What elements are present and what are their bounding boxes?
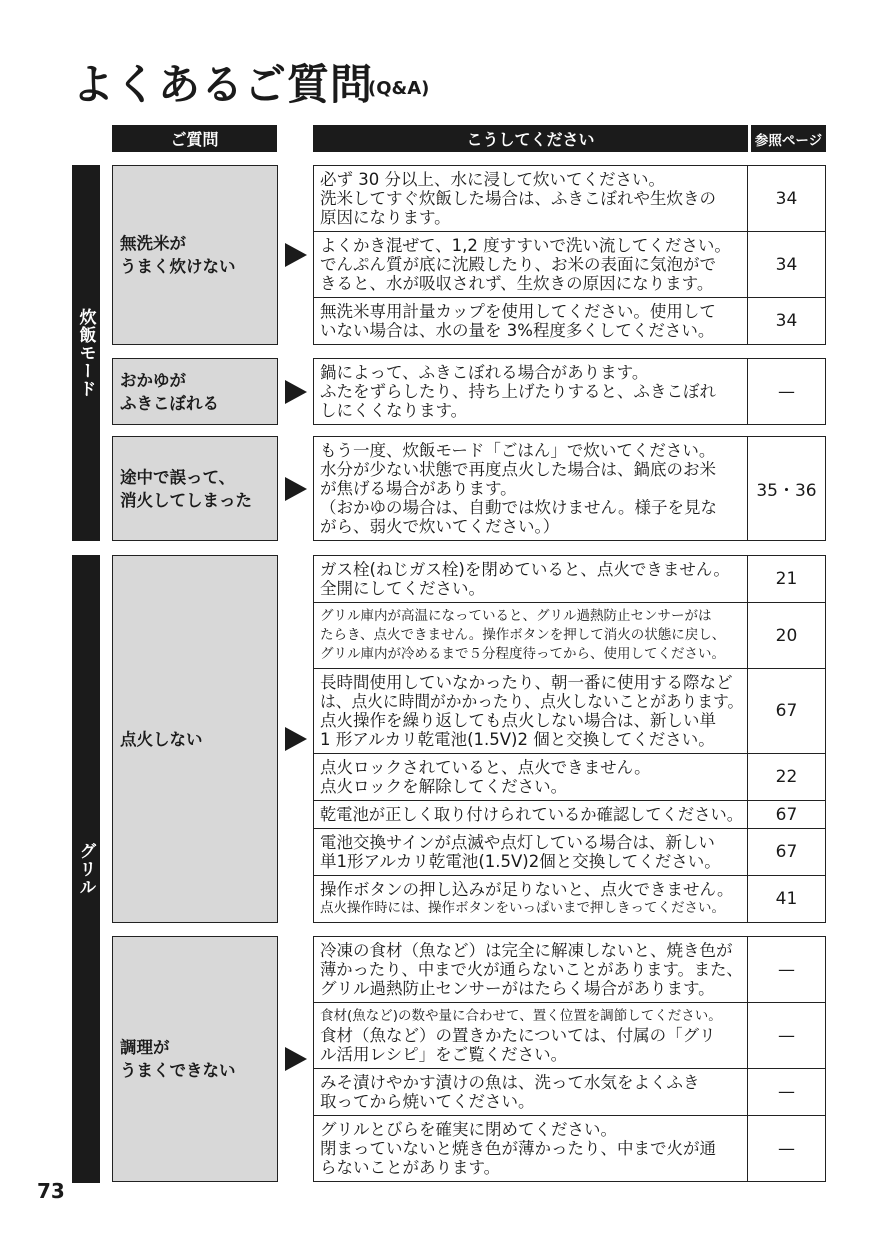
answer-line: きると、水が吸収されず、生炊きの原因になります。 — [320, 274, 714, 293]
answer-table — [313, 555, 826, 923]
reference-page: 67 — [775, 701, 798, 721]
answer-row — [314, 556, 825, 602]
category-bar-rice — [72, 165, 100, 541]
question-line: 無洗米が — [120, 234, 186, 253]
answer-text — [314, 829, 748, 875]
answer-row — [314, 359, 825, 424]
answer-row — [314, 668, 825, 753]
answer-text — [314, 556, 748, 602]
answer-line: 食材(魚など)の数や量に合わせて、置く位置を調節してください。 — [320, 1008, 722, 1024]
question-box — [112, 436, 278, 541]
answer-line: 点火操作を繰り返しても点火しない場合は、新しい単 — [320, 711, 716, 730]
answer-line: 取ってから焼いてください。 — [320, 1092, 535, 1111]
answer-text — [314, 754, 748, 800]
header-reference: 参照ページ — [751, 125, 826, 152]
header-question: ご質問 — [112, 125, 277, 152]
answer-line: 点火ロックされていると、点火できません。 — [320, 758, 651, 777]
answer-row — [314, 297, 825, 344]
category-bar-grill — [72, 555, 100, 1183]
reference-page: 41 — [775, 889, 798, 909]
answer-table — [313, 165, 826, 345]
answer-line: たらき、点火できません。操作ボタンを押して消火の状態に戻し、 — [320, 627, 726, 643]
page-title-suffix: (Q&A) — [368, 78, 430, 99]
question-box — [112, 358, 278, 425]
qa-group — [112, 358, 826, 425]
answer-line: ル活用レシピ」をご覧ください。 — [320, 1045, 568, 1064]
category-label: 炊飯モード — [75, 308, 96, 398]
answer-line: いない場合は、水の量を 3%程度多くしてください。 — [320, 321, 715, 340]
answer-row — [314, 1115, 825, 1181]
reference-page: — — [778, 1025, 795, 1046]
answer-line: 単1形アルカリ乾電池(1.5V)2個と交換してください。 — [320, 852, 721, 871]
answer-line: （おかゆの場合は、自動では炊けません。様子を見な — [320, 498, 717, 517]
question-line: うまくできない — [120, 1061, 236, 1080]
qa-group — [112, 436, 826, 541]
answer-line: 点火ロックを解除してください。 — [320, 777, 568, 796]
answer-line: グリル庫内が冷めるまで５分程度待ってから、使用してください。 — [320, 646, 725, 662]
question-line: おかゆが — [120, 370, 186, 390]
question-line: 点火しない — [120, 729, 203, 749]
answer-line: 操作ボタンの押し込みが足りないと、点火できません。 — [320, 880, 734, 899]
answer-row — [314, 231, 825, 297]
answer-row — [314, 437, 825, 540]
answer-row — [314, 875, 825, 922]
triangle-right-icon — [278, 358, 313, 425]
answer-text — [314, 298, 748, 344]
reference-page: 34 — [775, 254, 798, 275]
answer-line: しにくくなります。 — [320, 401, 468, 420]
triangle-right-icon — [278, 936, 313, 1182]
reference-page: — — [778, 1082, 795, 1102]
answer-row — [314, 1068, 825, 1115]
reference-page: — — [778, 959, 795, 980]
answer-line: ふたをずらしたり、持ち上げたりすると、ふきこぼれ — [320, 382, 716, 401]
reference-page: 67 — [775, 804, 798, 825]
answer-text — [314, 166, 748, 231]
answer-line: が焦げる場合があります。 — [320, 479, 517, 498]
answer-row — [314, 800, 825, 828]
answer-line: グリル庫内が高温になっていると、グリル過熱防止センサーがは — [320, 608, 712, 624]
question-line: ふきこぼれる — [120, 393, 219, 413]
qa-group — [112, 936, 826, 1182]
reference-page: 34 — [775, 311, 798, 331]
reference-page: 20 — [775, 625, 798, 646]
answer-line: 閉まっていないと焼き色が薄かったり、中まで火が通 — [320, 1139, 716, 1158]
triangle-right-icon — [278, 165, 313, 345]
answer-line: 食材（魚など）の置きかたについては、付属の「グリ — [320, 1026, 716, 1045]
answer-line: 鍋によって、ふきこぼれる場合があります。 — [320, 363, 649, 382]
reference-page: — — [778, 1138, 795, 1159]
triangle-right-icon — [278, 436, 313, 541]
answer-line: は、点火に時間がかかったり、点火しないことがあります。 — [320, 692, 744, 711]
answer-line: 点火操作時には、操作ボタンをいっぱいまで押しきってください。 — [320, 900, 725, 916]
answer-text — [314, 876, 748, 922]
answer-table — [313, 436, 826, 541]
answer-row — [314, 602, 825, 668]
answer-line: 無洗米専用計量カップを使用してください。使用して — [320, 302, 716, 321]
answer-line: 必ず 30 分以上、水に浸して炊いてください。 — [320, 170, 665, 189]
page-number: 73 — [37, 1179, 65, 1203]
answer-text — [314, 669, 748, 753]
answer-line: 電池交換サインが点滅や点灯している場合は、新しい — [320, 833, 715, 852]
answer-line: みそ漬けやかす漬けの魚は、洗って水気をよくふき — [320, 1073, 700, 1092]
reference-page: 22 — [775, 767, 798, 787]
question-box — [112, 936, 278, 1182]
answer-text — [314, 359, 748, 424]
answer-line: 冷凍の食材（魚など）は完全に解凍しないと、焼き色が — [320, 941, 733, 960]
qa-group — [112, 165, 826, 345]
answer-text — [314, 1003, 748, 1068]
reference-page: 35・36 — [756, 481, 817, 501]
answer-line: グリルとびらを確実に閉めてください。 — [320, 1120, 617, 1139]
reference-page: 34 — [775, 188, 798, 209]
answer-row — [314, 828, 825, 875]
answer-text — [314, 937, 748, 1002]
answer-line: がら、弱火で炊いてください。） — [320, 517, 560, 536]
qa-group — [112, 555, 826, 923]
question-line: 途中で誤って、 — [120, 467, 236, 487]
answer-line: 1 形アルカリ乾電池(1.5V)2 個と交換してください。 — [320, 730, 715, 749]
answer-row — [314, 937, 825, 1002]
answer-row — [314, 166, 825, 231]
answer-line: ガス栓(ねじガス栓)を閉めていると、点火できません。 — [320, 560, 730, 579]
question-line: 消火してしまった — [120, 490, 252, 510]
answer-text — [314, 1069, 748, 1115]
answer-table — [313, 358, 826, 425]
answer-line: 全開にしてください。 — [320, 579, 485, 598]
answer-text — [314, 1116, 748, 1181]
answer-line: らないことがあります。 — [320, 1158, 501, 1177]
reference-page: 67 — [775, 842, 798, 862]
answer-line: でんぷん質が底に沈殿したり、お米の表面に気泡がで — [320, 255, 716, 274]
answer-text — [314, 437, 748, 540]
question-box — [112, 555, 278, 923]
answer-text — [314, 603, 748, 668]
reference-page: 21 — [775, 569, 798, 589]
answer-line: 原因になります。 — [320, 208, 451, 227]
answer-line: 水分が少ない状態で再度点火した場合は、鍋底のお米 — [320, 460, 716, 479]
answer-row — [314, 753, 825, 800]
answer-table — [313, 936, 826, 1182]
answer-text — [314, 232, 748, 297]
category-label: グリル — [75, 842, 96, 896]
answer-line: グリル過熱防止センサーがはたらく場合があります。 — [320, 979, 715, 998]
answer-line: 洗米してすぐ炊飯した場合は、ふきこぼれや生炊きの — [320, 189, 716, 208]
answer-row — [314, 1002, 825, 1068]
answer-line: よくかき混ぜて、1,2 度すすいで洗い流してください。 — [320, 236, 731, 255]
answer-line: 乾電池が正しく取り付けられているか確認してください。 — [320, 805, 743, 824]
question-line: 調理が — [120, 1038, 170, 1057]
answer-line: 長時間使用していなかったり、朝一番に使用する際など — [320, 673, 733, 692]
answer-text — [314, 801, 748, 828]
reference-page: — — [778, 381, 795, 402]
answer-line: もう一度、炊飯モード「ごはん」で炊いてください。 — [320, 441, 716, 460]
question-line: うまく炊けない — [120, 257, 236, 276]
page-title: よくあるご質問 — [72, 60, 374, 109]
answer-line: 薄かったり、中まで火が通らないことがあります。また、 — [320, 960, 743, 979]
question-box — [112, 165, 278, 345]
header-answer: こうしてください — [313, 125, 748, 152]
triangle-right-icon — [278, 555, 313, 923]
